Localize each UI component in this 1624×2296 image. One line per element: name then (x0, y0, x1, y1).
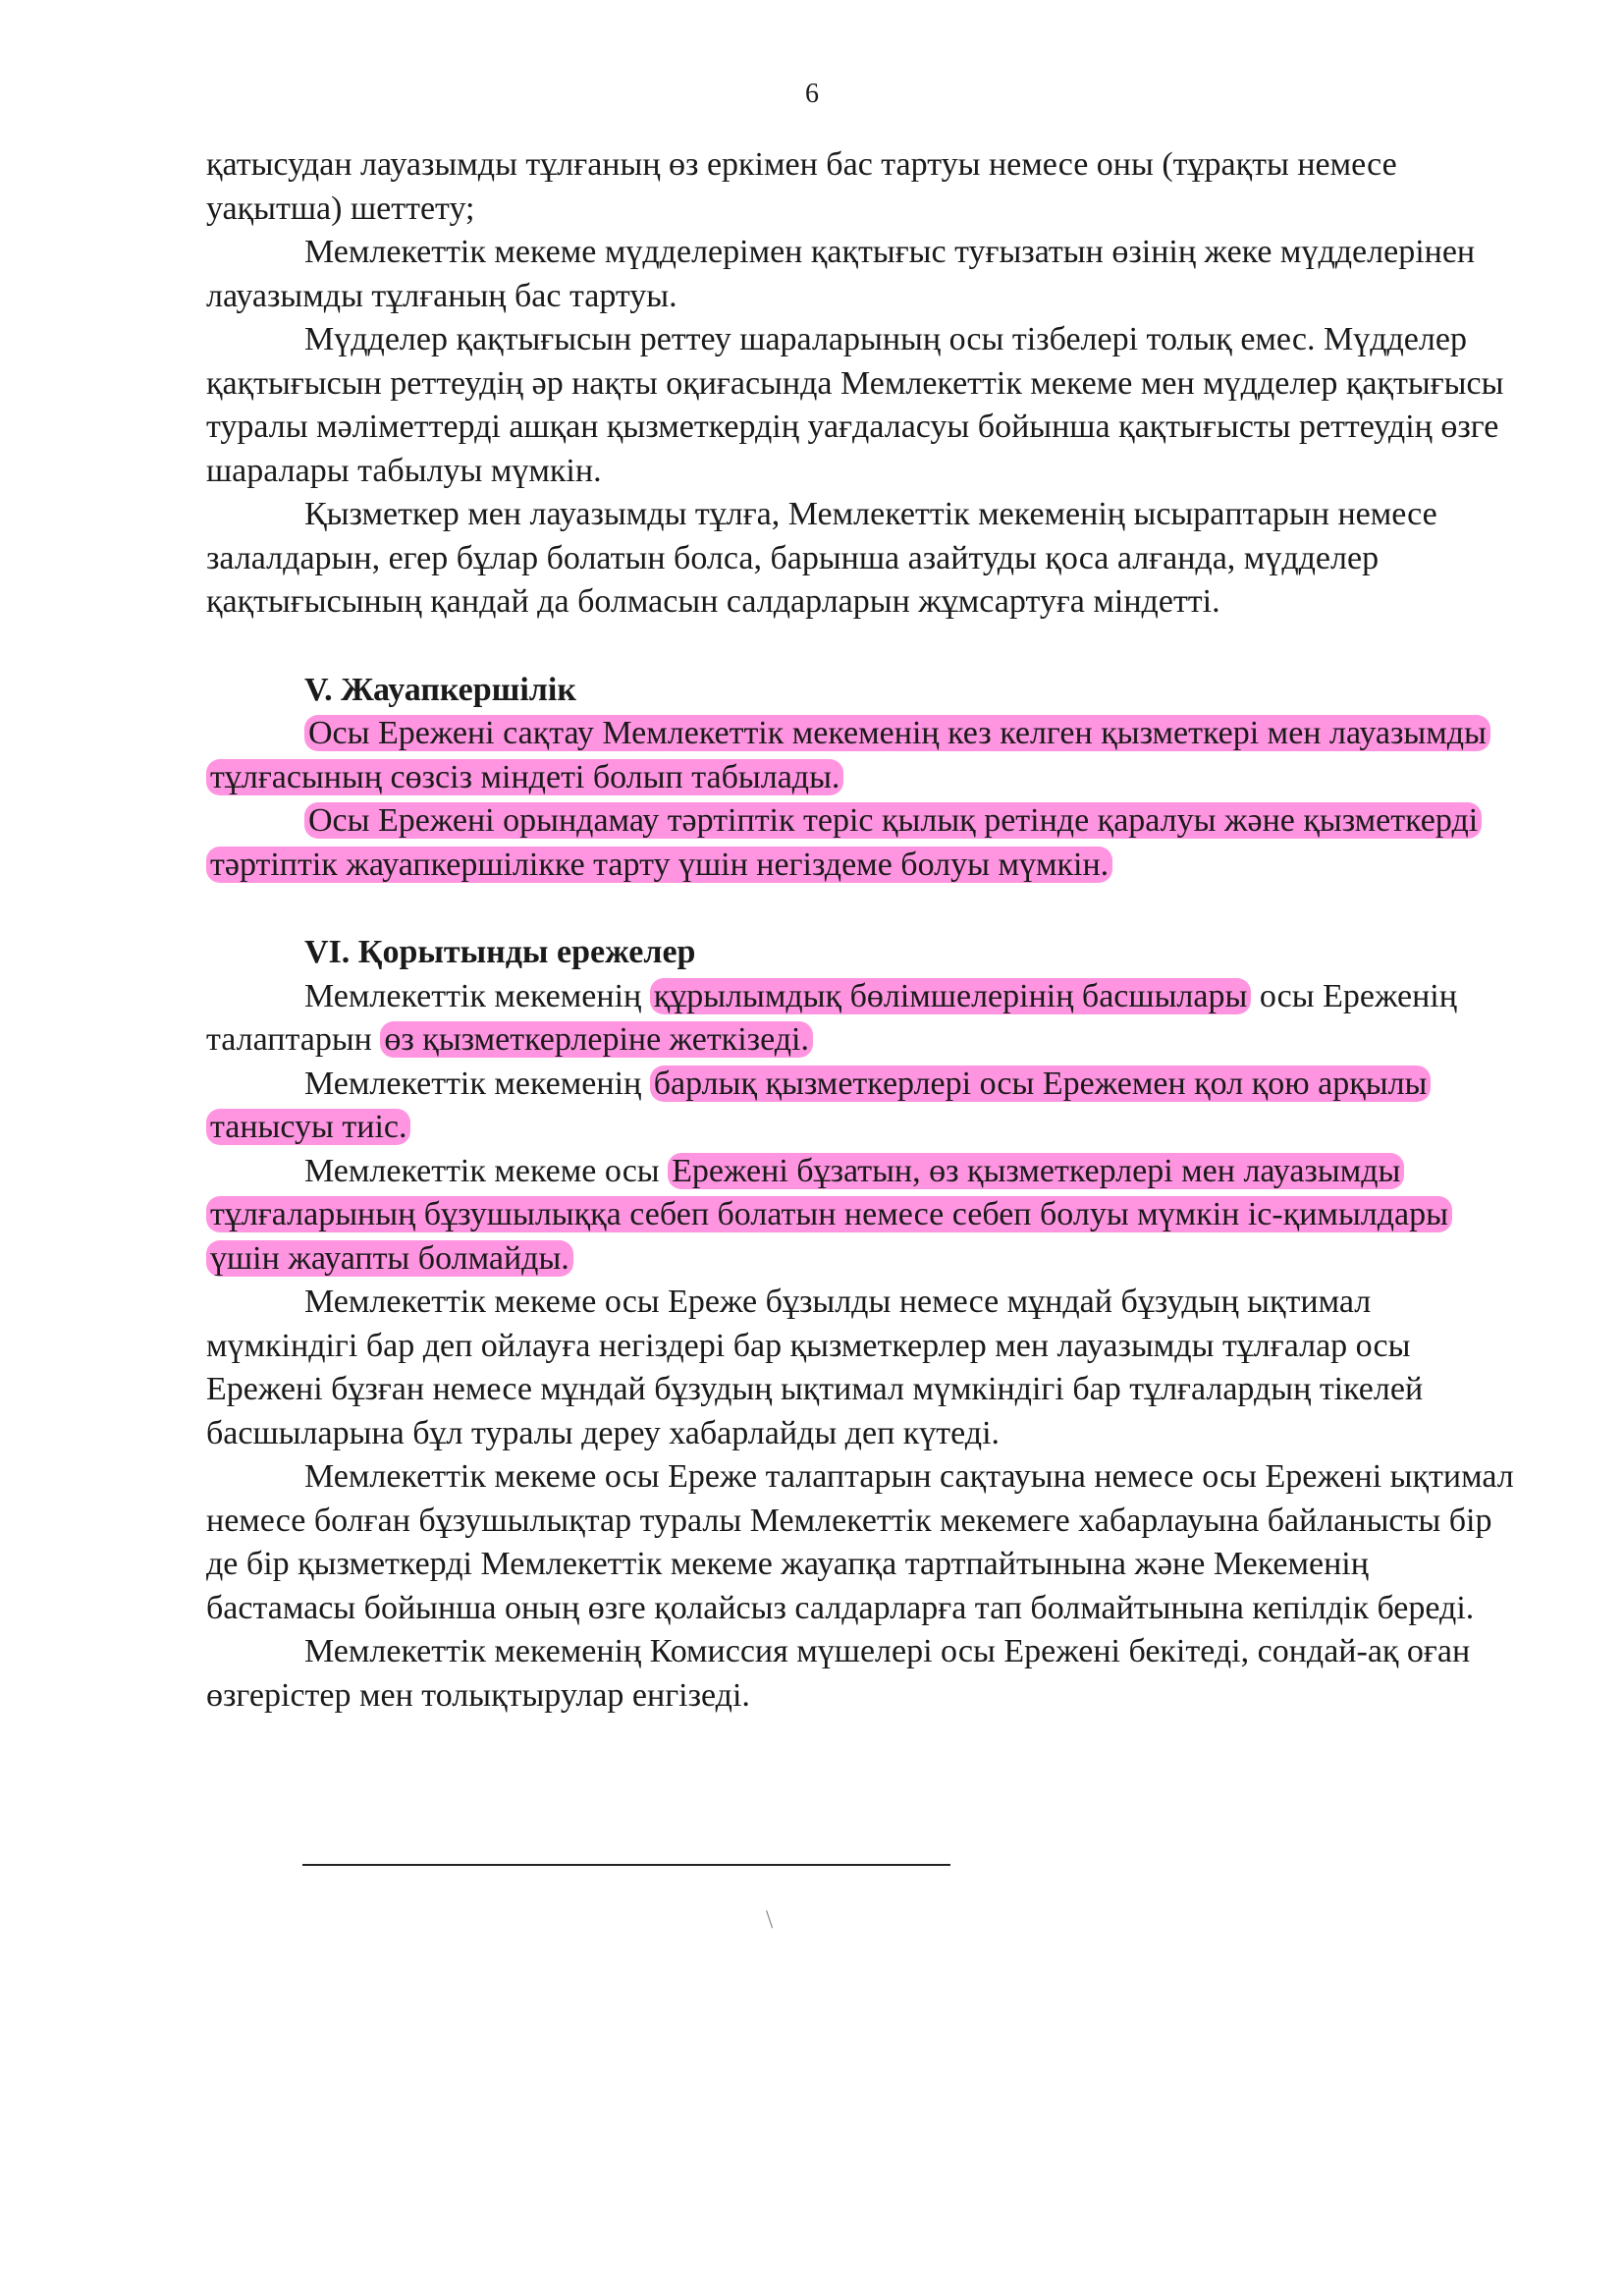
highlighted-text: құрылымдық бөлімшелерінің басшылары (650, 978, 1252, 1014)
paragraph: Мүдделер қақтығысын реттеу шараларының осы тізбелері толық емес. Мүдделер қақтығысын реттеудің әр нақты оқиғасында Мемлекеттік мекеме мен мүдделер қақтығысы туралы мәліметтерді ашқан қызметкердің уағдаласуы бойынша қақтығысты реттеудің өзге шаралары табылуы мүмкін. (206, 321, 1504, 489)
paragraph (206, 1150, 1518, 1282)
highlighted-text: Ережені бұзатын, өз қызметкерлері мен лауазымды тұлғаларының бұзушылыққа себеп болатын немесе себеп болуы мүмкін іс-қимылдары үшін жауапты болмайды. (206, 1153, 1452, 1277)
paragraph: Қызметкер мен лауазымды тұлға, Мемлекеттік мекеменің ысырaптарын немесе залалдарын, егер бұлар болатын болса, барынша азайтуды қоса алғанда, мүдделер қақтығысының қандай да болмасын салдарларын жұмсартуға міндетті. (206, 496, 1437, 620)
paragraph: Мемлекеттік мекеме мүдделерімен қақтығыс туғызатын өзінің жеке мүдделерінен лауазымды тұлғаның бас тартуы. (206, 234, 1476, 314)
document-body (206, 143, 1518, 1718)
section-heading-final-provisions: VI. Қорытынды ережелер (304, 934, 696, 970)
closing-divider-line (302, 1864, 950, 1866)
page-number: 6 (805, 79, 819, 109)
highlighted-text: Осы Ережені сақтау Мемлекеттік мекеменің кез келген қызметкері мен лауазымды тұлғасының сөзсіз міндеті болып табылады. (206, 715, 1490, 795)
paragraph: Мемлекеттік мекеме осы Ереже талаптарын сақтауына немесе осы Ережені ықтимал немесе болған бұзушылықтар туралы Мемлекеттік мекемеге хабарлауына байланысты бір де бір қызметкерді Мемлекеттік мекеме жауапқа тартпайтынына және Мекеменің бастамасы бойынша оның өзге қолайсыз салдарларға тап болмайтынына кепілдік береді. (206, 1458, 1514, 1626)
paragraph (206, 1063, 1518, 1150)
highlighted-text: Осы Ережені орындамау тәртіптік теріс қылық ретінде қаралуы және қызметкерді тәртіптік жауапкершілікке тарту үшін негіздеме болуы мүмкін. (206, 802, 1482, 883)
text-run: Мемлекеттік мекеменің (304, 1065, 650, 1102)
text-run: Мемлекеттік мекеменің (304, 977, 650, 1014)
highlighted-text: өз қызметкерлеріне жеткізеді. (380, 1021, 813, 1058)
paragraph (206, 799, 1518, 887)
stray-pen-mark: \ (766, 1905, 774, 1934)
paragraph: қатысудан лауазымды тұлғаның өз еркімен бас тартуы немесе оны (тұрақты немесе уақытша) шеттету; (206, 146, 1397, 227)
paragraph: Мемлекеттік мекеменің Комиссия мүшелері осы Ережені бекітеді, сондай-ақ оған өзгерістер мен толықтырулар енгізеді. (206, 1633, 1471, 1714)
section-heading-responsibility: V. Жауапкершілік (304, 671, 576, 708)
paragraph (206, 975, 1518, 1063)
highlighted-text: барлық қызметкерлері осы Ережемен қол қою арқылы танысуы тиіс. (206, 1066, 1431, 1146)
text-run: Мемлекеттік мекеме осы (304, 1152, 669, 1189)
text-run: осы Ереженің талаптарын (206, 977, 1457, 1058)
paragraph: Мемлекеттік мекеме осы Ереже бұзылды немесе мұндай бұзудың ықтимал мүмкіндігі бар деп ойлауға негіздері бар қызметкерлер мен лауазымды тұлғалар осы Ережені бұзған немесе мұндай бұзудың ықтимал мүмкіндігі бар тұлғалардың тікелей басшыларына бұл туралы дереу хабарлайды деп күтеді. (206, 1284, 1424, 1451)
paragraph (206, 712, 1518, 799)
